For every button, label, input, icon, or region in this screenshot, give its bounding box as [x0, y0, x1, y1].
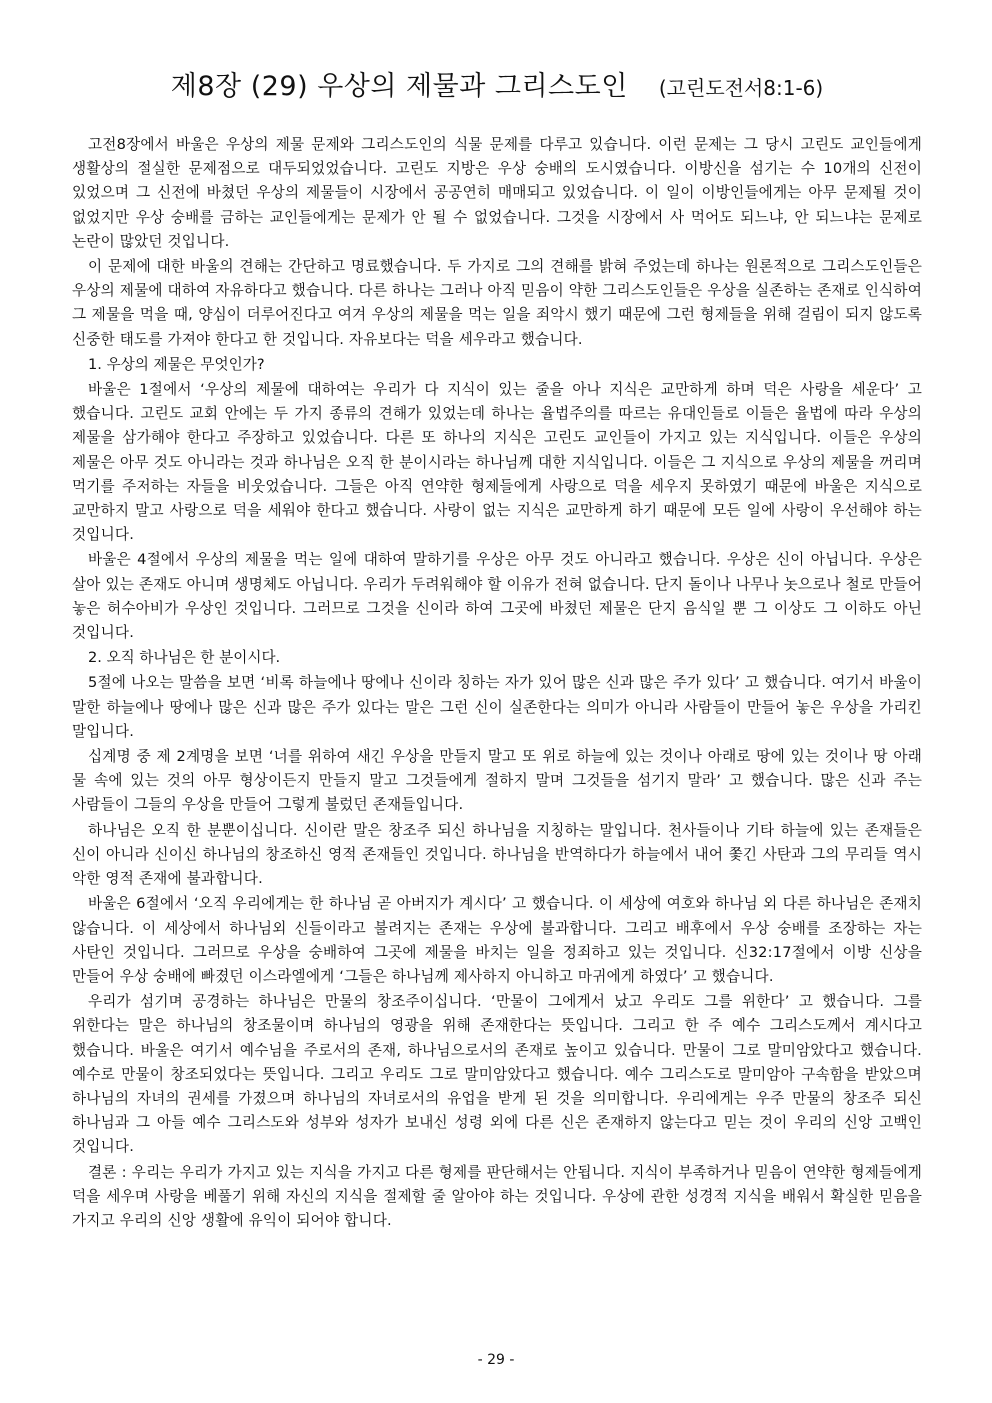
section-heading-2: 2. 오직 하나님은 한 분이시다.	[88, 649, 281, 667]
title-row	[72, 64, 922, 103]
page-number: - 29 -	[477, 1352, 515, 1368]
page-title: 제8장 (29) 우상의 제물과 그리스도인	[170, 71, 628, 102]
paragraph-verse-6: 바울은 6절에서 ‘오직 우리에게는 한 하나님 곧 아버지가 계시다’ 고 했습니다. 이 세상에 여호와 하나님 외 다른 하나님은 존재치 않습니다. 이 세상에서 하나님외 신들이라고 불려지는 존재는 우상에 불과합니다. 그리고 배후에서 우상 숭배를 조장하는 자는 사탄인 것입니다. 그러므로 우상을 숭배하여 그곳에 제물을 바치는 일을 정죄하고 있는 것입니다. 신32:17절에서 이방 신상을 만들어 우상 숭배에 빠졌던 이스라엘에게 ‘그들은 하나님께 제사하지 아니하고 마귀에게 하였다’ 고 했습니다.	[72, 895, 922, 985]
paragraph-conclusion: 결론 : 우리는 우리가 가지고 있는 지식을 가지고 다른 형제를 판단해서는 안됩니다. 지식이 부족하거나 믿음이 연약한 형제들에게 덕을 세우며 사랑을 베풀기 위해 자신의 지식을 절제할 줄 알아야 하는 것입니다. 우상에 관한 성경적 지식을 배워서 확실한 믿음을 가지고 우리의 신앙 생활에 유익이 되어야 합니다.	[72, 1163, 922, 1229]
paragraph-intro: 고전8장에서 바울은 우상의 제물 문제와 그리스도인의 식물 문제를 다루고 있습니다. 이런 문제는 그 당시 고린도 교인들에게 생활상의 절실한 문제점으로 대두되었었습니다. 고린도 지방은 우상 숭배의 도시였습니다. 이방신을 섬기는 수 10개의 신전이 있었으며 그 신전에 바쳤던 우상의 제물들이 시장에서 공공연히 매매되고 있었습니다. 이 일이 이방인들에게는 아무 문제될 것이 없었지만 우상 숭배를 금하는 교인들에게는 문제가 안 될 수 없었습니다. 그것을 시장에서 사 먹어도 되느냐, 안 되느냐는 문제로 논란이 많았던 것입니다.	[72, 136, 922, 250]
scripture-reference: (고린도전서8:1-6)	[658, 76, 824, 100]
paragraph-one-god: 하나님은 오직 한 분뿐이십니다. 신이란 말은 창조주 되신 하나님을 지칭하는 말입니다. 천사들이나 기타 하늘에 있는 존재들은 신이 아니라 신이신 하나님의 창조하신 영적 존재들인 것입니다. 하나님을 반역하다가 하늘에서 내어 쫓긴 사탄과 그의 무리들 역시 악한 영적 존재에 불과합니다.	[72, 821, 922, 888]
paragraph-verse-1: 바울은 1절에서 ‘우상의 제물에 대하여는 우리가 다 지식이 있는 줄을 아나 지식은 교만하게 하며 덕은 사랑을 세운다’ 고 했습니다. 고린도 교회 안에는 두 가지 종류의 견해가 있었는데 하나는 율법주의를 따르는 유대인들로 이들은 율법에 따라 우상의 제물을 삼가해야 한다고 주장하고 있었습니다. 다른 또 하나의 지식은 고린도 교인들이 가지고 있는 지식입니다. 이들은 우상의 제물은 아무 것도 아니라는 것과 하나님은 오직 한 분이시라는 하나님께 대한 지식입니다. 이들은 그 지식으로 우상의 제물을 꺼리며 먹기를 주저하는 자들을 비웃었습니다. 그들은 아직 연약한 형제들에게 사랑으로 덕을 세우지 못하였기 때문에 바울은 지식으로 교만하지 말고 사랑으로 덕을 세워야 한다고 했습니다. 사랑이 없는 지식은 교만하게 하기 때문에 모든 일에 사랑이 우선해야 하는 것입니다.	[72, 381, 922, 544]
paragraph-verse-4: 바울은 4절에서 우상의 제물을 먹는 일에 대하여 말하기를 우상은 아무 것도 아니라고 했습니다. 우상은 신이 아닙니다. 우상은 살아 있는 존재도 아니며 생명체도 아닙니다. 우리가 두려워해야 할 이유가 전혀 없습니다. 단지 돌이나 나무나 놋으로나 철로 만들어 놓은 허수아비가 우상인 것입니다. 그러므로 그것을 신이라 하여 그곳에 바쳤던 제물은 단지 음식일 뿐 그 이상도 그 이하도 아닌 것입니다.	[72, 551, 922, 642]
paragraph-second-commandment: 십계명 중 제 2계명을 보면 ‘너를 위하여 새긴 우상을 만들지 말고 또 위로 하늘에 있는 것이나 아래로 땅에 있는 것이나 땅 아래 물 속에 있는 것의 아무 형상이든지 만들지 말고 그것들에게 절하지 말며 그것들을 섬기지 말라’ 고 했습니다. 많은 신과 주는 사람들이 그들의 우상을 만들어 그렇게 불렀던 존재들입니다.	[72, 748, 922, 814]
paragraph-creator: 우리가 섬기며 공경하는 하나님은 만물의 창조주이십니다. ‘만물이 그에게서 났고 우리도 그를 위한다’ 고 했습니다. 그를 위한다는 말은 하나님의 창조물이며 하나님의 영광을 위해 존재한다는 뜻입니다. 그리고 한 주 예수 그리스도께서 계시다고 했습니다. 바울은 여기서 예수님을 주로서의 존재, 하나님으로서의 존재로 높이고 있습니다. 만물이 그로 말미암았다고 했습니다. 예수로 만물이 창조되었다는 뜻입니다. 그리고 우리도 그로 말미암았다고 했습니다. 예수 그리스도로 말미암아 구속함을 받았으며 하나님의 자녀의 권세를 가졌으며 하나님의 자녀로서의 유업을 받게 된 것을 의미합니다. 우리에게는 우주 만물의 창조주 되신 하나님과 그 아들 예수 그리스도와 성부와 성자가 보내신 성령 외에 다른 신은 존재하지 않는다고 믿는 것이 우리의 신앙 고백인 것입니다.	[72, 993, 922, 1156]
section-heading-1: 1. 우상의 제물은 무엇인가?	[88, 355, 265, 373]
paragraph-verse-5: 5절에 나오는 말씀을 보면 ‘비록 하늘에나 땅에나 신이라 칭하는 자가 있어 많은 신과 많은 주가 있다’ 고 했습니다. 여기서 바울이 말한 하늘에나 땅에나 많은 신과 많은 주가 있다는 말은 그런 신이 실존한다는 의미가 아니라 사람들이 만들어 놓은 우상을 가리킨 말입니다.	[72, 674, 922, 740]
paragraph-paul-view: 이 문제에 대한 바울의 견해는 간단하고 명료했습니다. 두 가지로 그의 견해를 밝혀 주었는데 하나는 원론적으로 그리스도인들은 우상의 제물에 대하여 자유하다고 했습니다. 다른 하나는 그러나 아직 믿음이 약한 그리스도인들은 우상을 실존하는 존재로 인식하여 그 제물을 먹을 때, 양심이 더루어진다고 여겨 우상의 제물을 먹는 일을 죄악시 했기 때문에 그런 형제들을 위해 걸림이 되지 않도록 신중한 태도를 가져야 한다고 한 것입니다. 자유보다는 덕을 세우라고 했습니다.	[72, 258, 922, 348]
